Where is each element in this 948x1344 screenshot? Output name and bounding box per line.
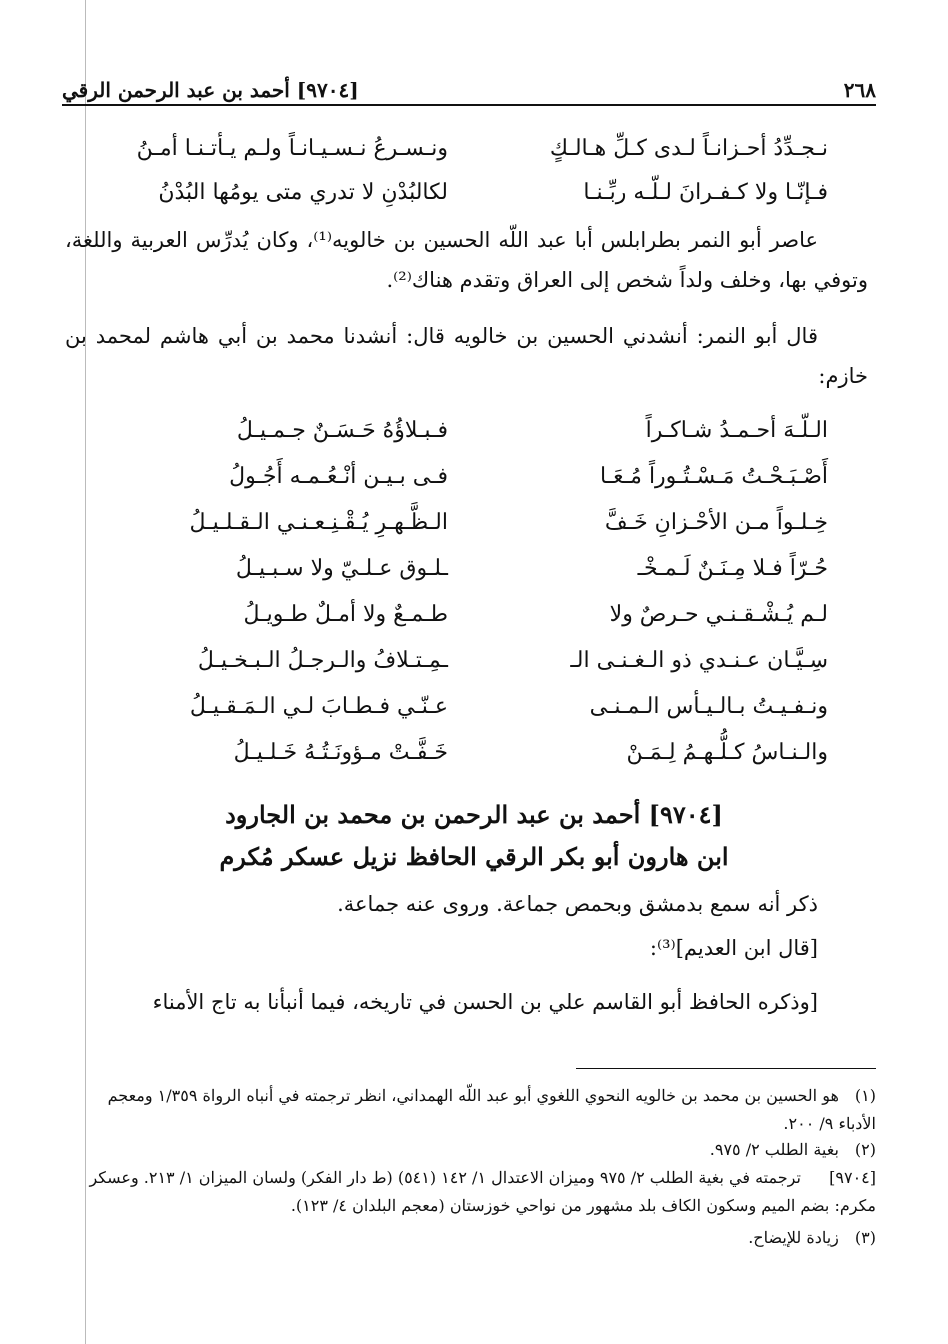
hemistich-second: فـبـلاؤُهُ حَـسَـنٌ جـمـيـلُ	[236, 418, 448, 443]
main-poem-verse-5	[108, 602, 828, 642]
hemistich-second: طـمـعٌ ولا أمـلٌ طـويـلُ	[243, 602, 448, 627]
hemistich-second: خَـفَّـتْ مـؤونَـتُـهُ خَـلـيـلُ	[233, 740, 448, 765]
main-poem-verse-2	[108, 464, 828, 504]
running-title: [٩٧٠٤] أحمد بن عبد الرحمن الرقي	[62, 78, 359, 102]
footnote-1	[65, 1082, 876, 1138]
hemistich-second: ـمِـتـلافُ والـرجـلُ الـبـخـيـلُ	[197, 648, 448, 673]
entry-line-1: ذكر أنه سمع بدمشق وبحمص جماعة. وروى عنه جماعة.	[337, 892, 818, 916]
footnote-number: (١)	[854, 1086, 876, 1105]
main-poem-verse-4	[108, 556, 828, 596]
hemistich-first: الـلّـهَ أحـمـدُ شـاكـراً	[645, 418, 828, 443]
entry-line-2: [قال ابن العديم]⁽³⁾:	[649, 936, 818, 960]
hemistich-second: فـى بـيـن أنْـعُـمـه أَجُـولُ	[229, 464, 448, 489]
footnote-number: (٢)	[854, 1140, 876, 1159]
page-number: ٢٦٨	[843, 78, 876, 102]
hemistich-first: حُـرّاً فـلا مِـنَـنٌ لَـمـخْـ	[637, 556, 828, 581]
main-poem-verse-7	[108, 694, 828, 734]
header-rule	[62, 104, 876, 106]
hemistich-first: ونـفـيـتُ بـالـيـأس الـمـنـى	[589, 694, 828, 719]
main-poem-verse-6	[108, 648, 828, 688]
footnote-text: ترجمته في بغية الطلب ٢/ ٩٧٥ وميزان الاعتدال ١/ ١٤٢ (٥٤١) (ط دار الفكر) ولسان الميزان ١/ ٢١٣. وعسكر مكرم: بضم الميم وسكون الكاف بلد مشهور من نواحي خوزستان (معجم البلدان ٤/ ١٢٣).	[89, 1168, 876, 1215]
hemistich-second: ونـسـرعُ نـسـيـانـاً ولـم يـأتـنـا أمـنُ	[136, 136, 448, 161]
hemistich-first: خِـلـواً مـن الأحْـزانِ خَـفَّ	[604, 510, 828, 535]
top-poem-verse-1	[108, 136, 828, 176]
entry-title-line-2: ابن هارون أبو بكر الرقي الحافظ نزيل عسكر مُكرم	[219, 842, 729, 871]
entry-title-line-1: [٩٧٠٤] أحمد بن عبد الرحمن بن محمد بن الجارود	[225, 800, 723, 829]
top-poem-verse-2	[108, 180, 828, 220]
running-header	[62, 62, 876, 102]
footnote-text: بغية الطلب ٢/ ٩٧٥.	[709, 1140, 839, 1159]
hemistich-first: لـم يُـشْـقـنـي حـرصٌ ولا	[609, 602, 828, 627]
paragraph-1: عاصر أبو النمر بطرابلس أبا عبد اللّه الحسين بن خالويه⁽¹⁾، وكان يُدرِّس العربية واللغة، وتوفي بها، وخلف ولداً شخص إلى العراق وتقدم هناك⁽²⁾.	[65, 228, 868, 292]
footnote-4	[65, 1224, 876, 1252]
hemistich-first: سِـيَّـان عـنـدي ذو الـغـنـى الـ	[570, 648, 828, 673]
footnote-2	[65, 1136, 876, 1164]
footnote-text: زيادة للإيضاح.	[748, 1228, 839, 1247]
main-poem-verse-1	[108, 418, 828, 458]
hemistich-second: لكالبُدْنِ لا تدري متى يومُها البُدْنُ	[158, 180, 448, 205]
hemistich-first: نـجـدِّدُ أحـزانـاً لـدى كـلِّ هـالـكٍ	[549, 136, 828, 161]
hemistich-second: الـظَّـهـرِ يُـقْـنِـعـنـي الـقـلـيـلُ	[189, 510, 448, 535]
footnote-text: هو الحسين بن محمد بن خالويه النحوي اللغوي أبو عبد اللّه الهمداني، انظر ترجمته في أنباه الرواة ١/٣٥٩ ومعجم الأدباء ٩/ ٢٠٠.	[107, 1086, 876, 1133]
main-poem-verse-3	[108, 510, 828, 550]
hemistich-second: ـلـوق عـلـيّ ولا سـبـيـلُ	[235, 556, 448, 581]
footnote-number: (٣)	[854, 1228, 876, 1247]
hemistich-first: فـإنّـا ولا كـفـرانَ لـلّـه ربِّـنـا	[583, 180, 828, 205]
hemistich-first: والـنـاسُ كـلُّـهـمُ لِـمَـنْ	[626, 740, 828, 765]
footnote-rule	[576, 1068, 876, 1069]
hemistich-second: عـنّـي فـطـابَ لـي الـمَـقـيـلُ	[189, 694, 448, 719]
footnote-3	[65, 1164, 876, 1220]
entry-line-3: [وذكره الحافظ أبو القاسم علي بن الحسن في تاريخه، فيما أنبأنا به تاج الأمناء	[152, 990, 818, 1014]
hemistich-first: أَصْـبَـحْـتُ مَـسْـتُـوراً مُـعَـا	[599, 464, 828, 489]
main-poem-verse-8	[108, 740, 828, 780]
paragraph-2: قال أبو النمر: أنشدني الحسين بن خالويه قال: أنشدنا محمد بن أبي هاشم لمحمد بن خازم:	[65, 324, 868, 388]
footnote-number: [٩٧٠٤]	[829, 1168, 876, 1187]
